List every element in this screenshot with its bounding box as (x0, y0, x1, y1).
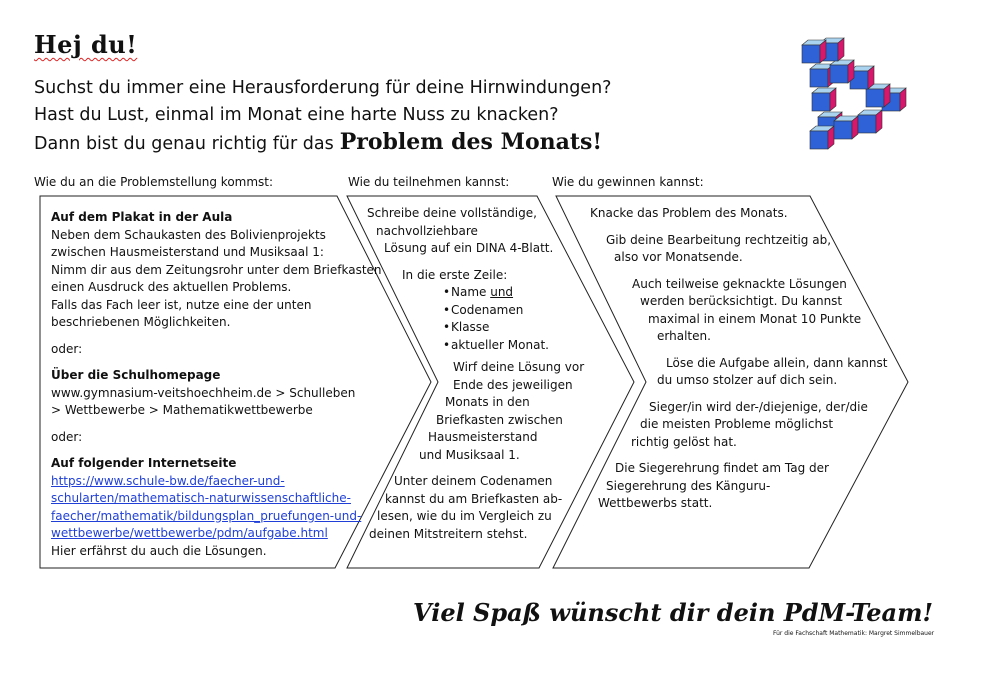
col3-line: die meisten Probleme möglichst (640, 417, 834, 431)
col2-line: Unter deinem Codenamen (394, 474, 553, 488)
website-heading: Auf folgender Internetseite (51, 456, 237, 470)
intro-line-1: Suchst du immer eine Herausforderung für deine Hirnwindungen? (34, 78, 612, 98)
col2-line: lesen, wie du im Vergleich zu (377, 509, 552, 523)
col2-line: Lösung auf ein DINA 4-Blatt. (384, 241, 554, 255)
problem-link-line-3[interactable]: faecher/mathematik/bildungsplan_pruefungen-und- (51, 508, 362, 523)
problem-link-line-2[interactable]: schularten/mathematisch-naturwissenschaftliche- (51, 491, 351, 505)
homepage-heading: Über die Schulhomepage (51, 368, 221, 382)
bullet-und-text: und (490, 285, 514, 299)
col3-line: Sieger/in wird der-/diejenige, der/die (649, 399, 868, 414)
col3-line: erhalten. (657, 329, 711, 343)
col1-header: Wie du an die Problemstellung kommst: (34, 175, 274, 189)
homepage-url-line: www.gymnasium-veitshoechheim.de > Schulleben (51, 385, 356, 400)
problem-link-line-4[interactable]: wettbewerbe/wettbewerbe/pdm/aufgabe.html (51, 526, 328, 540)
footer-slogan: Viel Spaß wünscht dir dein PdM-Team! (413, 598, 933, 627)
col3-line: also vor Monatsende. (614, 250, 743, 264)
page-title: Hej du! (34, 30, 138, 59)
homepage-path-line: > Wettbewerbe > Mathematikwettbewerbe (51, 403, 313, 417)
col3-line: du umso stolzer auf dich sein. (657, 373, 838, 387)
bullet-name-text: Name (451, 285, 491, 299)
solutions-note: Hier erfährst du auch die Lösungen. (51, 543, 267, 558)
problem-link-line-1[interactable]: https://www.schule-bw.de/faecher-und- (51, 473, 285, 488)
col3-line: werden berücksichtigt. Du kannst (640, 294, 843, 308)
bullet-name (443, 284, 584, 302)
intro-line-2: Hast du Lust, einmal im Monat eine harte Nuss zu knacken? (34, 105, 559, 125)
intro-line-3-text: Dann bist du genau richtig für das (34, 134, 334, 154)
bullet-codename: • Codenamen (443, 302, 584, 320)
col2-line: nachvollziehbare (376, 223, 478, 238)
aula-heading: Auf dem Plakat in der Aula (51, 210, 233, 224)
problem-des-monats-highlight: Problem des Monats! (339, 129, 603, 155)
col2-line: Wirf deine Lösung vor (453, 360, 585, 374)
col2-line: und Musiksaal 1. (419, 447, 520, 462)
col3-content (590, 205, 887, 513)
col3-line: Knacke das Problem des Monats. (590, 206, 788, 220)
oder-label: oder: (51, 429, 83, 444)
col3-line: Auch teilweise geknackte Lösungen (632, 276, 847, 291)
col2-line: Briefkasten zwischen (436, 412, 563, 427)
col2-line: Ende des jeweiligen (453, 377, 573, 392)
oder-label: oder: (51, 341, 83, 356)
col2-content (367, 205, 584, 543)
col3-line: richtig gelöst hat. (631, 434, 737, 449)
bullet-month: • aktueller Monat. (443, 337, 584, 355)
col3-line: Löse die Aufgabe allein, dann kannst (666, 355, 888, 370)
col3-header: Wie du gewinnen kannst: (552, 175, 704, 189)
footer-credit: Für die Fachschaft Mathematik: Margret Simmelbauer (773, 630, 935, 637)
col1-content (51, 209, 382, 560)
col3-line: Die Siegerehrung findet am Tag der (615, 461, 829, 475)
col2-line: Schreibe deine vollständige, (367, 206, 537, 220)
col3-line: Gib deine Bearbeitung rechtzeitig ab, (606, 232, 832, 247)
col3-line: Wettbewerbs statt. (598, 496, 713, 510)
col2-line: kannst du am Briefkasten ab- (385, 491, 563, 506)
col3-line: Siegerehrung des Känguru- (606, 478, 771, 493)
col1-line: zwischen Hausmeisterstand und Musiksaal 1: (51, 245, 324, 259)
col2-line: Hausmeisterstand (428, 430, 538, 444)
col1-line: Neben dem Schaukasten des Bolivienprojekts (51, 227, 326, 242)
first-line-bullets (367, 284, 584, 354)
col2-line: deinen Mitstreitern stehst. (369, 526, 528, 541)
bullet-class: • Klasse (443, 319, 584, 337)
col1-line: Nimm dir aus dem Zeitungsrohr unter dem Briefkasten (51, 262, 382, 277)
col2-header: Wie du teilnehmen kannst: (348, 175, 510, 189)
col3-line: maximal in einem Monat 10 Punkte (648, 311, 862, 326)
first-line-label: In die erste Zeile: (402, 267, 508, 282)
col2-line: Monats in den (445, 395, 530, 409)
col1-line: beschriebenen Möglichkeiten. (51, 315, 231, 329)
col1-line: Falls das Fach leer ist, nutze eine der unten (51, 297, 312, 312)
col1-line: einen Ausdruck des aktuellen Problems. (51, 280, 292, 294)
